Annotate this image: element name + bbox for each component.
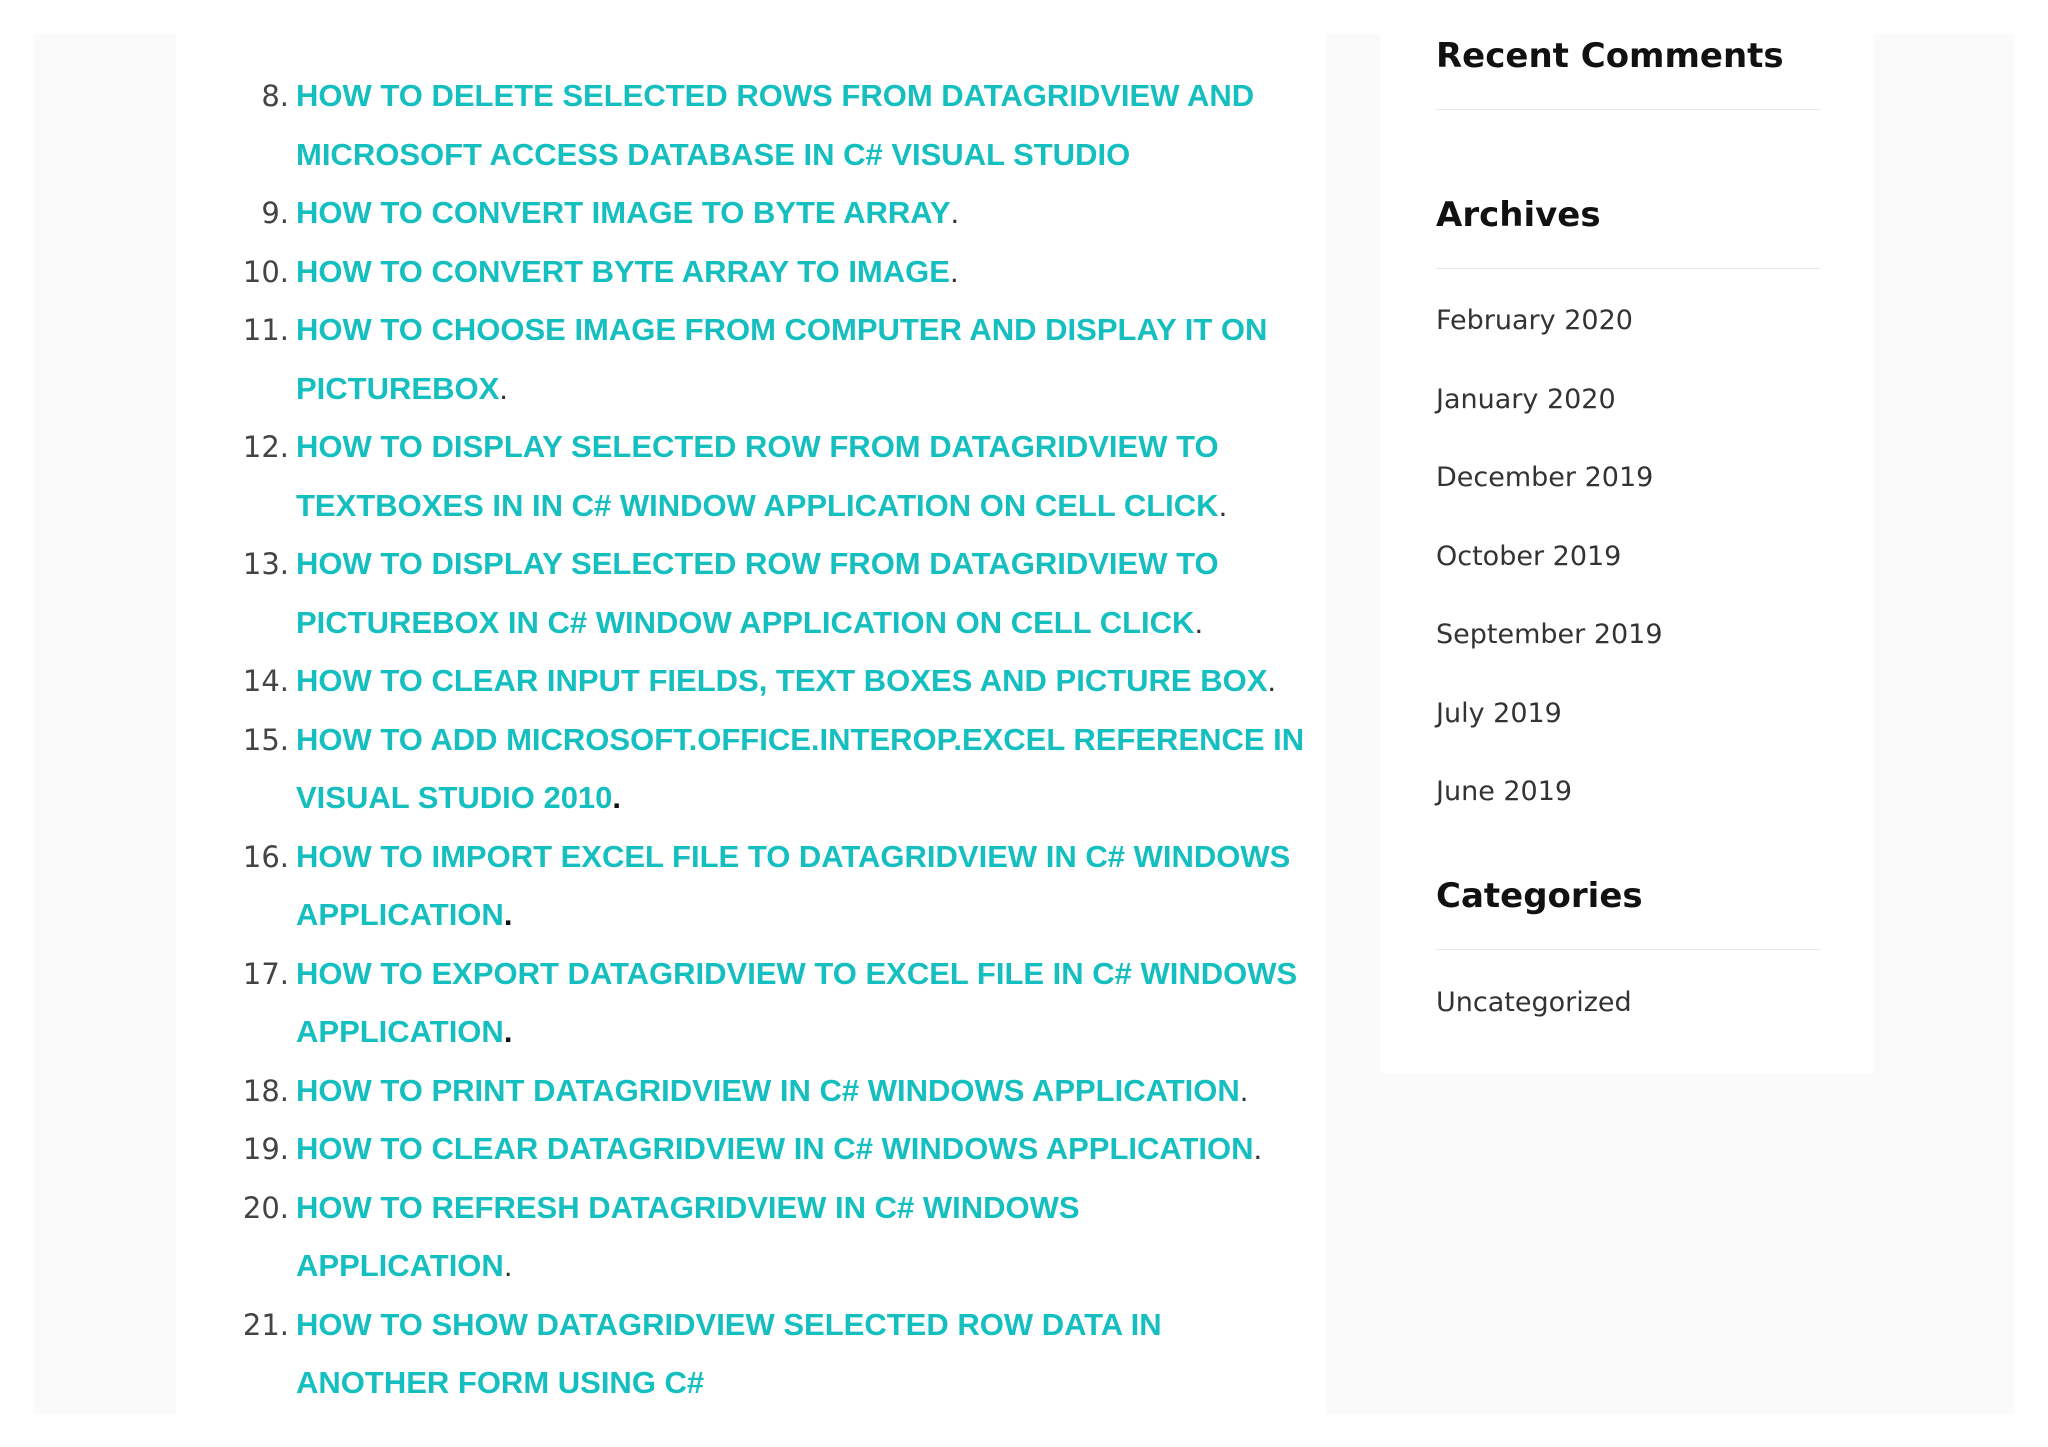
- list-item-period: .: [1267, 663, 1277, 698]
- article-list-item: [176, 945, 1326, 1062]
- list-item-period: .: [1253, 1131, 1263, 1166]
- article-link[interactable]: [296, 429, 1219, 523]
- article-link-text: TEXTBOXES IN IN C# WINDOW APPLICATION ON CELL CLICK: [296, 487, 1219, 523]
- list-item-period: .: [950, 195, 960, 230]
- article-link[interactable]: [296, 956, 1297, 1050]
- list-item-period: .: [1239, 1072, 1249, 1108]
- article-link[interactable]: [296, 1307, 1162, 1401]
- list-item-number: 15.: [242, 722, 289, 757]
- article-link[interactable]: [296, 312, 1267, 406]
- list-item-number: 12.: [242, 430, 289, 464]
- article-link-text: HOW TO IMPORT EXCEL FILE TO DATAGRIDVIEW IN C# WINDOWS: [296, 838, 1291, 874]
- list-item-number: 14.: [242, 664, 289, 698]
- category-link[interactable]: Uncategorized: [1436, 987, 1632, 1018]
- article-list-item: [176, 1120, 1326, 1179]
- archive-link[interactable]: January 2020: [1436, 383, 1616, 415]
- archives-divider: [1436, 268, 1820, 269]
- list-item-period: .: [1218, 487, 1228, 523]
- article-link[interactable]: [296, 1190, 1080, 1284]
- list-item-number: 8.: [261, 79, 289, 113]
- sidebar: [1380, 34, 1874, 1073]
- list-item-number: 9.: [261, 196, 289, 230]
- archive-link[interactable]: February 2020: [1436, 305, 1633, 336]
- article-list-item: [176, 1179, 1326, 1296]
- article-link-text: HOW TO CONVERT BYTE ARRAY TO IMAGE: [296, 253, 950, 289]
- archive-link[interactable]: June 2019: [1436, 776, 1573, 807]
- list-item-period: .: [612, 780, 622, 815]
- article-link[interactable]: [296, 663, 1267, 698]
- article-link-text: HOW TO REFRESH DATAGRIDVIEW IN C# WINDOWS: [296, 1189, 1080, 1225]
- article-link[interactable]: [296, 1073, 1240, 1108]
- list-item-number: 18.: [242, 1073, 289, 1108]
- archive-link[interactable]: July 2019: [1436, 697, 1562, 729]
- article-link-text: PICTUREBOX: [296, 370, 500, 406]
- article-list-item: [176, 535, 1326, 652]
- recent-comments-title: Recent Comments: [1436, 36, 1784, 76]
- article-link-text: HOW TO DELETE SELECTED ROWS FROM DATAGRIDVIEW AND: [296, 78, 1255, 113]
- categories-title: Categories: [1436, 876, 1643, 916]
- list-item-number: 10.: [242, 254, 289, 289]
- article-list-item: [176, 652, 1326, 711]
- list-item-number: 16.: [242, 839, 289, 874]
- list-item-period: .: [503, 1248, 513, 1283]
- categories-divider: [1436, 949, 1820, 950]
- list-item-period: .: [499, 370, 508, 406]
- article-link-text: HOW TO EXPORT DATAGRIDVIEW TO EXCEL FILE IN C# WINDOWS: [296, 955, 1298, 991]
- article-list-item: [176, 828, 1326, 945]
- list-item-period: .: [1194, 604, 1204, 640]
- article-link-text: APPLICATION: [296, 1014, 504, 1049]
- archives-title: Archives: [1436, 195, 1601, 235]
- article-link-text: APPLICATION: [296, 897, 504, 932]
- article-link-text: ANOTHER FORM USING C#: [296, 1365, 705, 1400]
- article-link-text: PICTUREBOX IN C# WINDOW APPLICATION ON CELL CLICK: [296, 604, 1195, 640]
- list-item-period: .: [503, 897, 513, 932]
- archive-link[interactable]: December 2019: [1436, 462, 1654, 493]
- list-item-number: 20.: [242, 1190, 289, 1225]
- article-list-item: [176, 1062, 1326, 1121]
- article-link[interactable]: [296, 195, 951, 230]
- article-link[interactable]: [296, 722, 1304, 816]
- article-link[interactable]: [296, 546, 1219, 640]
- article-link-text: HOW TO CLEAR DATAGRIDVIEW IN C# WINDOWS APPLICATION: [296, 1131, 1254, 1166]
- article-link-text: HOW TO CONVERT IMAGE TO BYTE ARRAY: [296, 195, 951, 230]
- article-link-text: HOW TO CLEAR INPUT FIELDS, TEXT BOXES AND PICTURE BOX: [296, 663, 1268, 698]
- article-link-text: HOW TO CHOOSE IMAGE FROM COMPUTER AND DISPLAY IT ON: [296, 312, 1268, 347]
- list-item-number: 19.: [242, 1132, 289, 1166]
- article-link-text: HOW TO DISPLAY SELECTED ROW FROM DATAGRIDVIEW TO: [296, 546, 1219, 581]
- archive-link[interactable]: October 2019: [1436, 540, 1622, 572]
- article-list-item: [176, 1296, 1326, 1413]
- article-link[interactable]: [296, 1131, 1254, 1166]
- article-list-item: [176, 67, 1326, 184]
- article-link-text: HOW TO SHOW DATAGRIDVIEW SELECTED ROW DATA IN: [296, 1306, 1162, 1342]
- article-link[interactable]: [296, 78, 1254, 172]
- article-link-text: MICROSOFT ACCESS DATABASE IN C# VISUAL STUDIO: [296, 136, 1131, 172]
- list-item-period: .: [503, 1014, 513, 1049]
- article-link-text: HOW TO DISPLAY SELECTED ROW FROM DATAGRIDVIEW TO: [296, 429, 1219, 464]
- list-item-number: 13.: [242, 547, 289, 581]
- article-link-text: APPLICATION: [296, 1248, 504, 1283]
- article-list-item: [176, 301, 1326, 418]
- article-link-text: HOW TO PRINT DATAGRIDVIEW IN C# WINDOWS APPLICATION: [296, 1072, 1240, 1108]
- article-content: [176, 34, 1326, 1447]
- article-list-item: [176, 711, 1326, 828]
- article-link-text: VISUAL STUDIO 2010: [296, 780, 613, 815]
- categories-list: [1436, 983, 1820, 1062]
- article-link-text: HOW TO ADD MICROSOFT.OFFICE.INTEROP.EXCEL REFERENCE IN: [296, 721, 1305, 757]
- article-list-item: [176, 243, 1326, 302]
- archives-list: [1436, 301, 1820, 851]
- list-item-number: 11.: [242, 313, 289, 347]
- article-link[interactable]: [296, 254, 950, 289]
- list-item-period: .: [949, 253, 959, 289]
- recent-comments-divider: [1436, 109, 1820, 110]
- article-list-item: [176, 418, 1326, 535]
- list-item-number: 21.: [242, 1307, 289, 1342]
- archive-link[interactable]: September 2019: [1436, 619, 1663, 650]
- article-link-list: [176, 67, 1326, 1413]
- list-item-number: 17.: [242, 956, 289, 991]
- article-list-item: [176, 184, 1326, 243]
- article-link[interactable]: [296, 839, 1290, 933]
